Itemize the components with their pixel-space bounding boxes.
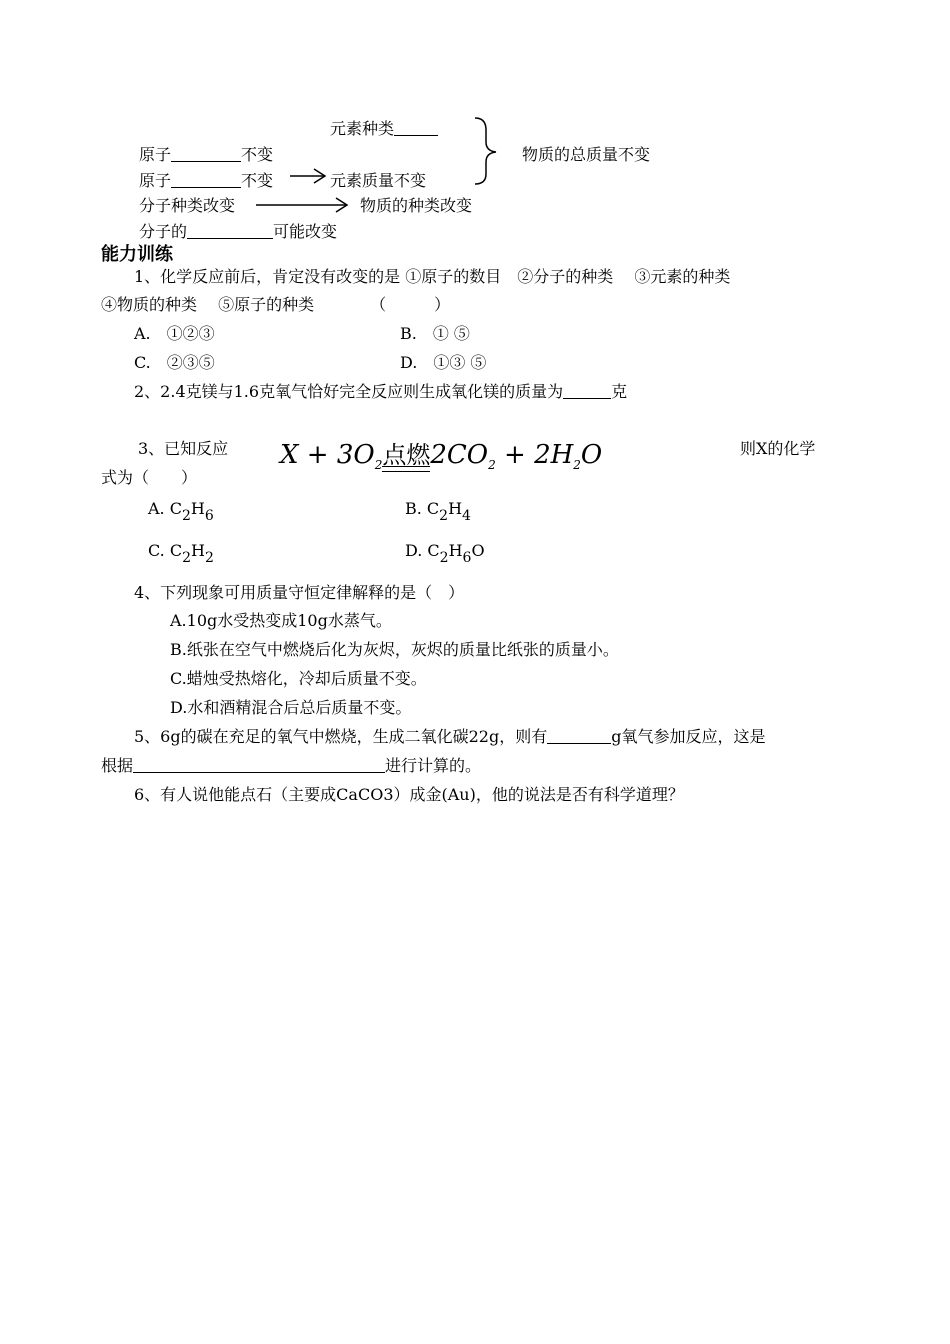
q1-option-d[interactable]: D. ①③ ⑤: [400, 353, 487, 372]
q5-line1: 5、6g的碳在充足的氧气中燃烧，生成二氧化碳22g，则有 g氧气参加反应，这是: [134, 727, 766, 746]
diagram-atom-row-2: 原子 不变: [139, 171, 274, 190]
q1-option-b[interactable]: B. ① ⑤: [400, 324, 470, 343]
diagram-total-mass: 物质的总质量不变: [522, 145, 651, 164]
q3-option-d[interactable]: D. $C_2H_6O$: [405, 541, 485, 566]
q4-option-b[interactable]: B.纸张在空气中燃烧后化为灰烬，灰烬的质量比纸张的质量小。: [170, 640, 619, 659]
q5-line2: 根据 进行计算的。: [101, 756, 482, 775]
right-brace: [470, 116, 500, 186]
q4-option-d[interactable]: D.水和酒精混合后总后质量不变。: [170, 698, 412, 717]
q1-option-c[interactable]: C. ②③⑤: [134, 353, 215, 372]
diagram-element-mass: 元素质量不变: [330, 171, 427, 190]
q1-line2: ④物质的种类 ⑤原子的种类 （ ）: [101, 295, 451, 314]
arrow-right-icon: [254, 195, 350, 215]
q1-option-a[interactable]: A. ①②③: [134, 324, 215, 343]
q3-prefix: 3、已知反应: [138, 439, 229, 458]
diagram-atom-row-1: 原子 不变: [139, 145, 274, 164]
q3-line2: 式为（ ）: [101, 468, 198, 487]
blank[interactable]: [171, 171, 241, 188]
diagram-molecule-kind: 分子种类改变: [139, 196, 236, 215]
blank[interactable]: [394, 119, 438, 136]
section-title: 能力训练: [101, 244, 173, 265]
q3-option-b[interactable]: B. $C_2H_4$: [405, 499, 471, 524]
q6-text: 6、有人说他能点石（主要成CaCO3）成金(Au)，他的说法是否有科学道理？: [134, 785, 684, 804]
q3-suffix: 则X的化学: [740, 439, 816, 458]
reaction-equation: $X + 3O_2$点燃$2CO_2 + 2H_2O$: [280, 440, 603, 473]
diagram-element-kind: 元素种类: [330, 118, 438, 140]
blank[interactable]: [133, 756, 385, 773]
blank[interactable]: [563, 382, 611, 399]
blank[interactable]: [187, 222, 273, 239]
diagram-molecule-of: 分子的 可能改变: [139, 222, 338, 241]
q4-option-a[interactable]: A.10g水受热变成10g水蒸气。: [170, 611, 392, 630]
reaction-condition: 点燃: [382, 441, 431, 469]
q1-line1: 1、化学反应前后，肯定没有改变的是 ①原子的数目 ②分子的种类 ③元素的种类: [134, 267, 731, 286]
q4-option-c[interactable]: C.蜡烛受热熔化，冷却后质量不变。: [170, 669, 427, 688]
arrow-right-icon: [288, 166, 328, 186]
blank[interactable]: [547, 727, 611, 744]
q3-option-a[interactable]: A. $C_2H_6$: [148, 499, 214, 524]
q3-option-c[interactable]: C. $C_2H_2$: [148, 541, 214, 566]
blank[interactable]: [171, 145, 241, 162]
q4-stem: 4、下列现象可用质量守恒定律解释的是（ ）: [134, 583, 465, 602]
diagram-substance-kind: 物质的种类改变: [360, 196, 473, 215]
q2-text: 2、2.4克镁与1.6克氧气恰好完全反应则生成氧化镁的质量为 克: [134, 382, 628, 401]
